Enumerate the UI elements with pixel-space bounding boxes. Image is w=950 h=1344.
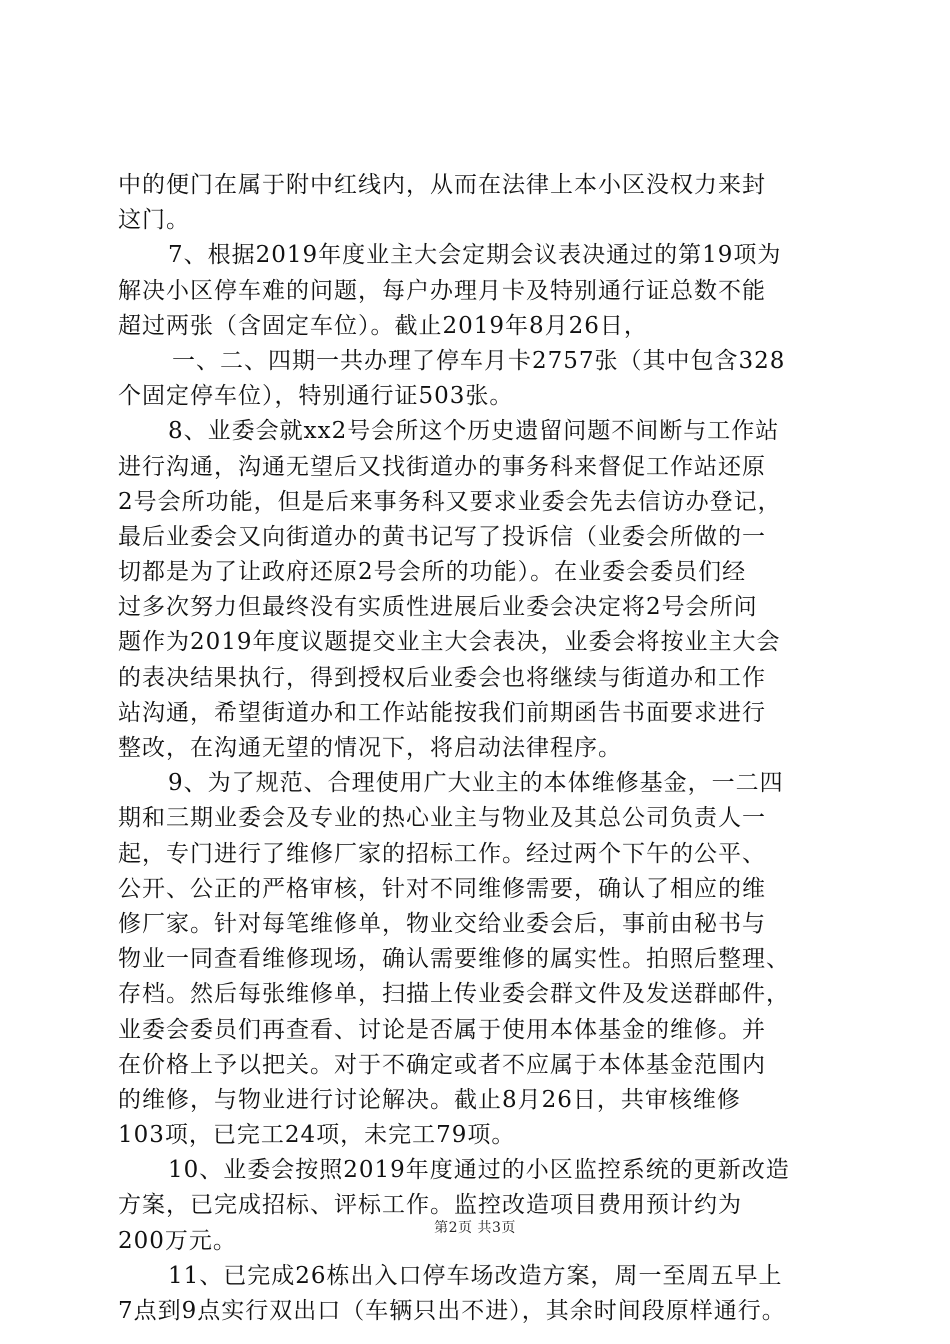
text-line: 站沟通，希望街道办和工作站能按我们前期函告书面要求进行: [118, 699, 766, 726]
text-line: 起，专门进行了维修厂家的招标工作。经过两个下午的公平、: [118, 840, 766, 867]
text-line: 切都是为了让政府还原2号会所的功能）。在业委会委员们经: [118, 559, 747, 586]
page-footer: [0, 1218, 950, 1238]
text-line: 公开、公正的严格审核，针对不同维修需要，确认了相应的维: [118, 875, 766, 902]
text-line: 7点到9点实行双出口（车辆只出不进），其余时间段原样通行。: [118, 1298, 786, 1324]
text-line: 的维修，与物业进行讨论解决。截止8月26日，共审核维修: [118, 1086, 741, 1113]
paragraph-11-start: 11、已完成26栋出入口停车场改造方案，周一至周五早上: [168, 1262, 783, 1289]
text-line: 业委会委员们再查看、讨论是否属于使用本体基金的维修。并: [118, 1016, 766, 1043]
text-line: 修厂家。针对每笔维修单，物业交给业委会后，事前由秘书与: [118, 910, 766, 937]
text-line: 最后业委会又向街道办的黄书记写了投诉信（业委会所做的一: [118, 523, 766, 550]
paragraph-9-start: 9、为了规范、合理使用广大业主的本体维修基金，一二四: [168, 770, 784, 797]
text-line: 题作为2019年度议题提交业主大会表决，业委会将按业主大会: [118, 629, 781, 656]
text-line: 进行沟通，沟通无望后又找街道办的事务科来督促工作站还原: [118, 453, 766, 480]
text-line: 这门。: [118, 207, 190, 234]
page-number-label: 第2页 共3页: [434, 1220, 516, 1236]
text-line: 中的便门在属于附中红线内，从而在法律上本小区没权力来封: [118, 172, 766, 198]
paragraph-8-start: 8、业委会就xx2号会所这个历史遗留问题不间断与工作站: [168, 418, 780, 445]
text-line: 解决小区停车难的问题，每户办理月卡及特别通行证总数不能: [118, 277, 766, 304]
text-line: 过多次努力但最终没有实质性进展后业委会决定将2号会所问: [118, 594, 758, 621]
text-line: 超过两张（含固定车位）。截止2019年8月26日，: [118, 312, 648, 339]
text-line: 整改，在沟通无望的情况下，将启动法律程序。: [118, 735, 622, 761]
text-line: 物业一同查看维修现场，确认需要维修的属实性。拍照后整理、: [118, 946, 790, 973]
text-line: 103项，已完工24项，未完工79项。: [118, 1122, 516, 1149]
text-line: 在价格上予以把关。对于不确定或者不应属于本体基金范围内: [118, 1051, 766, 1078]
text-line: 的表决结果执行，得到授权后业委会也将继续与街道办和工作: [118, 664, 766, 691]
text-line: 一、二、四期一共办理了停车月卡2757张（其中包含328: [172, 347, 786, 374]
text-line: 期和三期业委会及专业的热心业主与物业及其总公司负责人一: [118, 805, 766, 832]
text-line: 个固定停车位），特别通行证503张。: [118, 383, 514, 410]
text-line: 方案，已完成招标、评标工作。监控改造项目费用预计约为: [118, 1192, 742, 1219]
text-line: 存档。然后每张维修单，扫描上传业委会群文件及发送群邮件，: [118, 981, 790, 1008]
document-body: [118, 168, 834, 1329]
text-line: 2号会所功能，但是后来事务科又要求业委会先去信访办登记，: [118, 488, 782, 515]
paragraph-7-start: 7、根据2019年度业主大会定期会议表决通过的第19项为: [168, 242, 782, 269]
paragraph-10-start: 10、业委会按照2019年度通过的小区监控系统的更新改造: [168, 1157, 790, 1184]
text-line: 200万元。: [118, 1227, 237, 1254]
